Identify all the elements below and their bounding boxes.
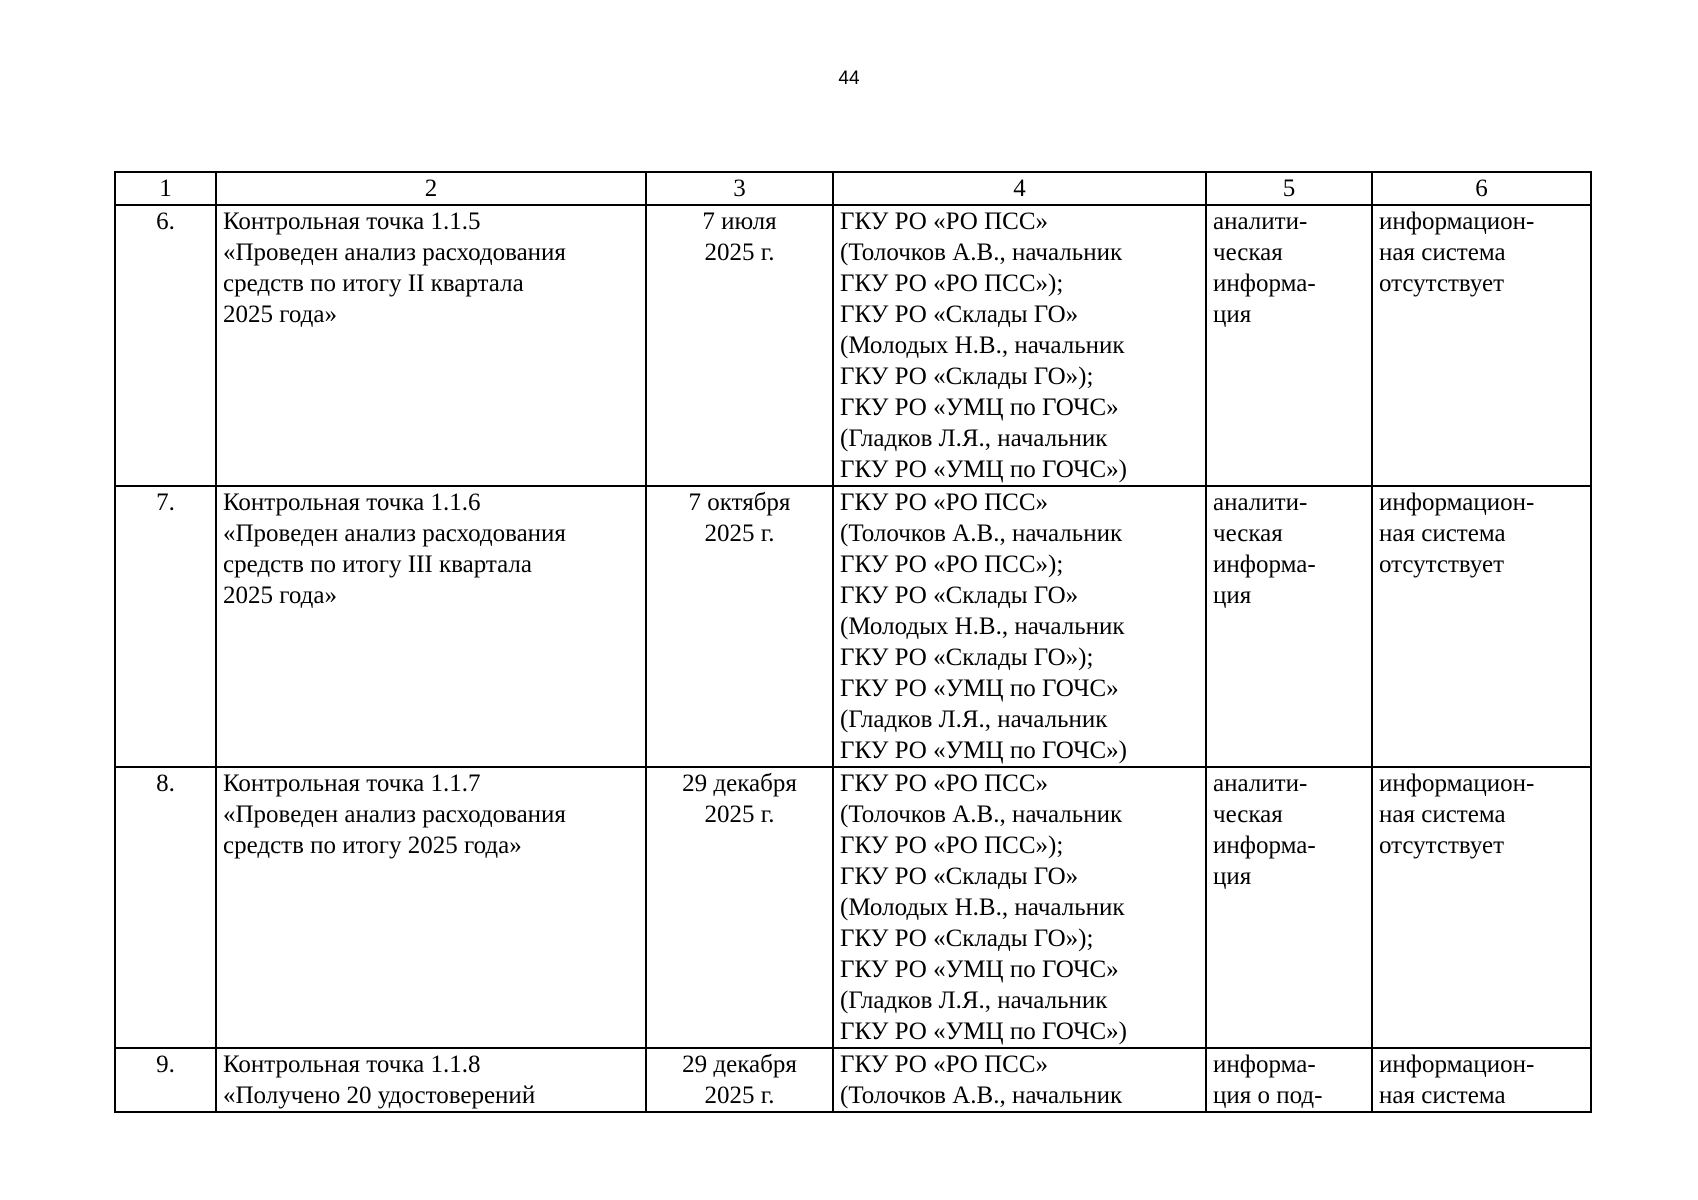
control-point-cell: Контрольная точка 1.1.6 «Проведен анализ расходования средств по итогу III квартала 2025 года» [216, 486, 646, 767]
responsible-cell: ГКУ РО «РО ПСС» (Толочков А.В., начальник ГКУ РО «РО ПСС»); ГКУ РО «Склады ГО» (Молодых Н.В., начальник ГКУ РО «Склады ГО»); ГКУ РО «УМЦ по ГОЧС» (Гладков Л.Я., начальник ГКУ РО «УМЦ по ГОЧС») [833, 205, 1206, 486]
responsible-cell: ГКУ РО «РО ПСС» (Толочков А.В., начальник [833, 1048, 1206, 1112]
deadline-cell: 7 октября 2025 г. [646, 486, 833, 767]
info-system-cell: информацион- ная система отсутствует [1372, 205, 1591, 486]
table-row [115, 205, 1591, 486]
deadline-cell: 29 декабря 2025 г. [646, 1048, 833, 1112]
table-row [115, 486, 1591, 767]
control-point-cell: Контрольная точка 1.1.5 «Проведен анализ расходования средств по итогу II квартала 2025 года» [216, 205, 646, 486]
document-type-cell: аналити- ческая информа- ция [1206, 205, 1372, 486]
column-number-6: 6 [1372, 172, 1591, 205]
responsible-cell: ГКУ РО «РО ПСС» (Толочков А.В., начальник ГКУ РО «РО ПСС»); ГКУ РО «Склады ГО» (Молодых Н.В., начальник ГКУ РО «Склады ГО»); ГКУ РО «УМЦ по ГОЧС» (Гладков Л.Я., начальник ГКУ РО «УМЦ по ГОЧС») [833, 486, 1206, 767]
column-number-5: 5 [1206, 172, 1372, 205]
info-system-cell: информацион- ная система [1372, 1048, 1591, 1112]
responsible-cell: ГКУ РО «РО ПСС» (Толочков А.В., начальник ГКУ РО «РО ПСС»); ГКУ РО «Склады ГО» (Молодых Н.В., начальник ГКУ РО «Склады ГО»); ГКУ РО «УМЦ по ГОЧС» (Гладков Л.Я., начальник ГКУ РО «УМЦ по ГОЧС») [833, 767, 1206, 1048]
document-type-cell: информа- ция о под- [1206, 1048, 1372, 1112]
info-system-cell: информацион- ная система отсутствует [1372, 486, 1591, 767]
row-number: 9. [115, 1048, 216, 1112]
deadline-cell: 29 декабря 2025 г. [646, 767, 833, 1048]
deadline-cell: 7 июля 2025 г. [646, 205, 833, 486]
table-header-row [115, 172, 1591, 205]
control-point-cell: Контрольная точка 1.1.7 «Проведен анализ расходования средств по итогу 2025 года» [216, 767, 646, 1048]
control-points-table [114, 171, 1592, 1113]
row-number: 8. [115, 767, 216, 1048]
document-type-cell: аналити- ческая информа- ция [1206, 486, 1372, 767]
column-number-4: 4 [833, 172, 1206, 205]
control-point-cell: Контрольная точка 1.1.8 «Получено 20 удостоверений [216, 1048, 646, 1112]
page-number: 44 [838, 68, 860, 89]
column-number-2: 2 [216, 172, 646, 205]
info-system-cell: информацион- ная система отсутствует [1372, 767, 1591, 1048]
document-type-cell: аналити- ческая информа- ция [1206, 767, 1372, 1048]
row-number: 6. [115, 205, 216, 486]
column-number-1: 1 [115, 172, 216, 205]
row-number: 7. [115, 486, 216, 767]
column-number-3: 3 [646, 172, 833, 205]
table-row [115, 767, 1591, 1048]
table-row [115, 1048, 1591, 1112]
